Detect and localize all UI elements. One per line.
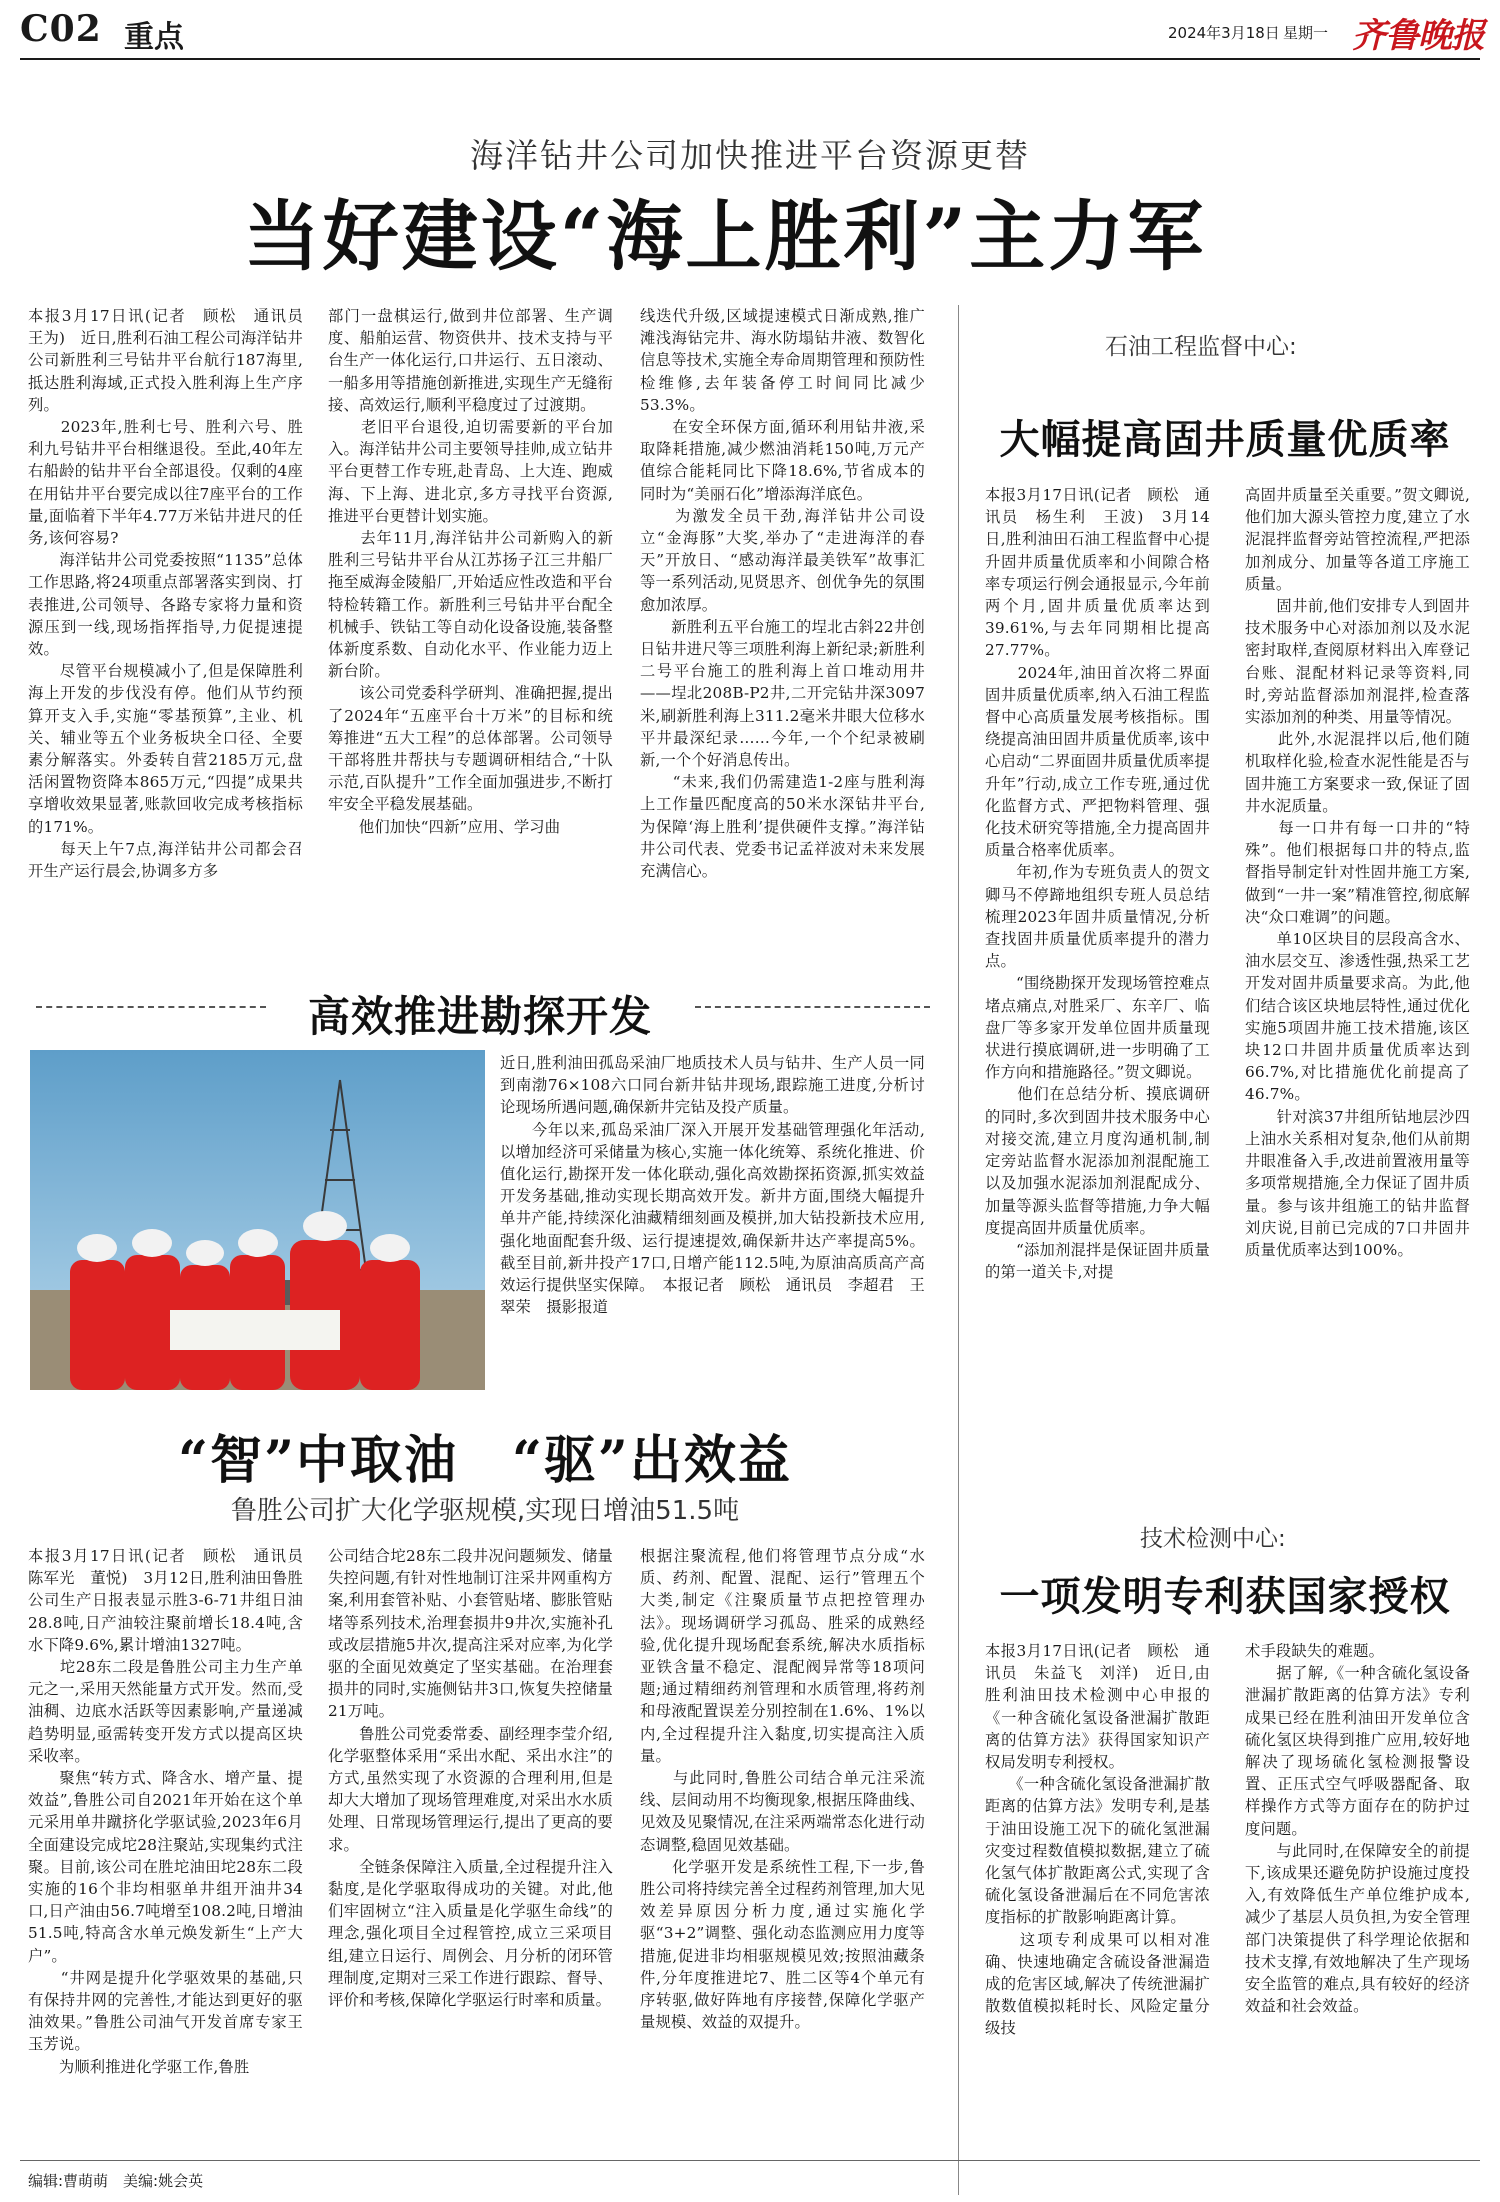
issue-weekday: 星期一 [1283,24,1329,42]
article5-headline: 一项发明专利获国家授权 [999,1573,1451,1620]
article3-col1: 本报3月17日讯(记者 顾松 通讯员 陈军光 董悦) 3月12日,胜利油田鲁胜公司生产日报表显示胜3-6-71井组日油28.8吨,日产油较注聚前增长18.4吨,含水下降9.6%,累计增油1327吨。 坨28东二段是鲁胜公司主力生产单元之一,采用天然能量方式开发。然而,受油稠、边底水活跃等因素影响,产量递减趋势明显,亟需转变开发方式以提高区块采收率。 聚焦“转方式、降含水、增产量、提效益”,鲁胜公司自2021年开始在这个单元采用单井蹴挤化学驱试验,2023年6月全面建设完成坨28注聚站,实现集约式注聚。目前,该公司在胜坨油田坨28东二段实施的16个非均相驱单井组开油井34口,日产油由56.7吨增至108.2吨,日增油51.5吨,特高含水单元焕发新生“上产大户”。 “井网是提升化学驱效果的基础,只有保持井网的完善性,才能达到更好的驱油效果。”鲁胜公司油气开发首席专家王玉芳说。 为顺利推进化学驱工作,鲁胜 [28,1547,303,2076]
footer-rule [20,2160,1480,2161]
drilling-site-photo [30,1050,485,1390]
article4-col2: 高固井质量至关重要。”贺文卿说,他们加大源头管控力度,建立了水泥混拌监督旁站管控流程,严把添加剂成分、加量等各道工序施工质量。 固井前,他们安排专人到固井技术服务中心对添加剂以及水泥密封取样,查阅原材料出入库登记台账、混配材料记录等资料,同时,旁站监督添加剂混拌,检查落实添加剂的种类、用量等情况。 此外,水泥混拌以后,他们随机取样化验,检查水泥性能是否与固井施工方案要求一致,保证了固井水泥质量。 每一口井有每一口井的“特殊”。他们根据每口井的特点,监督指导制定针对性固井施工方案,做到“一井一案”精准管控,彻底解决“众口难调”的问题。 单10区块目的层段高含水、油水层交互、渗透性强,热采工艺开发对固井质量要求高。为此,他们结合该区块地层特性,通过优化实施5项固井施工技术措施,该区块12口井固井质量优质率达到66.7%,对比措施优化前提高了46.7%。 针对滨37井组所钻地层沙四上油水关系相对复杂,他们从前期井眼准备入手,改进前置液用量等多项常规措施,全力保证了固井质量。参与该井组施工的钻井监督刘庆说,目前已完成的7口井固井质量优质率达到100%。 [1245,486,1470,1259]
article4-kicker: 石油工程监督中心: [1105,334,1297,360]
article5-col1: 本报3月17日讯(记者 顾松 通讯员 朱益飞 刘洋) 近日,由胜利油田技术检测中心申报的《一种含硫化氢设备泄漏扩散距离的估算方法》获得国家知识产权局发明专利授权。 《一种含硫化氢设备泄漏扩散距离的估算方法》发明专利,是基于油田设施工况下的硫化氢泄漏灾变过程数值模拟数据,建立了硫化氢气体扩散距离公式,实现了含硫化氢设备泄漏后在不同危害浓度指标的扩散影响距离计算。 这项专利成果可以相对准确、快速地确定含硫设备泄漏造成的危害区域,解决了传统泄漏扩散数值模拟耗时长、风险定量分级技 [985,1642,1210,2038]
editor-credit: 编辑:曹萌萌 美编:姚会英 [28,2172,204,2190]
article5-col2: 术手段缺失的难题。 据了解,《一种含硫化氢设备泄漏扩散距离的估算方法》专利成果已经在胜利油田开发单位含硫化氢区块得到推广应用,较好地解决了现场硫化氢检测报警设置、正压式空气呼吸器配备、取样操作方式等方面存在的防护过度问题。 与此同时,在保障安全的前提下,该成果还避免防护设施过度投入,有效降低生产单位维护成本,减少了基层人员负担,为安全管理部门决策提供了科学理论依据和技术支撑,有效地解决了生产现场安全监管的难点,具有较好的经济效益和社会效益。 [1245,1642,1470,2016]
article4-col1: 本报3月17日讯(记者 顾松 通讯员 杨生利 王波) 3月14日,胜利油田石油工程监督中心提升固井质量优质率和小间隙合格率专项运行例会通报显示,今年前两个月,固井质量优质率达到39.61%,与去年同期相比提高27.77%。 2024年,油田首次将二界面固井质量优质率,纳入石油工程监督中心高质量发展考核指标。围绕提高油田固井质量优质率,该中心启动“二界面固井质量优质率提升年”行动,成立工作专班,通过优化监督方式、严把物料管理、强化技术研究等措施,全力提高固井质量合格率优质率。 年初,作为专班负责人的贺文卿马不停蹄地组织专班人员总结梳理2023年固井质量情况,分析查找固井质量优质率提升的潜力点。 “围绕勘探开发现场管控难点堵点痛点,对胜采厂、东辛厂、临盘厂等多家开发单位固井质量现状进行摸底调研,进一步明确了工作方向和措施路径。”贺文卿说。 他们在总结分析、摸底调研的同时,多次到固井技术服务中心对接交流,建立月度沟通机制,制定旁站监督水泥添加剂混配施工以及加强水泥添加剂混配成分、加量等源头监督等措施,力争大幅度提高固井质量优质率。 “添加剂混拌是保证固井质量的第一道关卡,对提 [985,486,1210,1282]
article1-col1: 本报3月17日讯(记者 顾松 通讯员 王为) 近日,胜利石油工程公司海洋钻井公司新胜利三号钻井平台航行187海里,抵达胜利海域,正式投入胜利海上生产序列。 2023年,胜利七号、胜利六号、胜利九号钻井平台相继退役。至此,40年左右船龄的钻井平台全部退役。仅剩的4座在用钻井平台要完成以往7座平台的工作量,面临着下半年4.77万米钻井进尺的任务,该何容易? 海洋钻井公司党委按照“1135”总体工作思路,将24项重点部署落实到岗、打表推进,公司领导、各路专家将力量和资源压到一线,现场指挥指导,力促提速提效。 尽管平台规模减小了,但是保障胜利海上开发的步伐没有停。他们从节约预算开支入手,实施“零基预算”,主业、机关、辅业等五个业务板块全口径、全要素分解落实。外委转自营2185万元,盘活闲置物资降本865万元,“四提”成果共享增收效果显著,账款回收完成考核指标的171%。 每天上午7点,海洋钻井公司都会召开生产运行晨会,协调多方多 [28,307,303,881]
article2-body: 近日,胜利油田孤岛采油厂地质技术人员与钻井、生产人员一同到南渤76×108六口同台新井钻井现场,跟踪施工进度,分析讨论现场所遇问题,确保新井完钻及投产质量。 今年以来,孤岛采油厂深入开展开发基础管理强化年活动,以增加经济可采储量为核心,实施一体化统筹、系统化推进、价值化运行,勘探开发一体化联动,强化高效勘探拓资源,抓实效益开发务基础,推动实现长期高效开发。新井方面,围绕大幅提升单井产能,持续深化油藏精细刻画及模拼,加大钻投新技术应用,强化地面配套升级、运行提速提效,确保新井达产率提高5%。截至目前,新井投产17口,日增产能112.5吨,为原油高质高产高效运行提供坚实保障。 本报记者 顾松 通讯员 李超君 王翠荣 摄影报道 [500,1054,925,1317]
article3-col2: 公司结合坨28东二段井况问题频发、储量失控问题,有针对性地制订注采井网重构方案,利用套管补贴、小套管贴堵、膨胀管贴堵等系列技术,治理套损井9井次,实施补孔或改层措施5井次,提高注采对应率,为化学驱的全面见效奠定了坚实基础。在治理套损井的同时,实施侧钻井3口,恢复失控储量21万吨。 鲁胜公司党委常委、副经理李莹介绍,化学驱整体采用“采出水配、采出水注”的方式,虽然实现了水资源的合理利用,但是却大大增加了现场管理难度,对采出水水质处理、日常现场管理运行,提出了更高的要求。 全链条保障注入质量,全过程提升注入黏度,是化学驱取得成功的关键。对此,他们牢固树立“注入质量是化学驱生命线”的理念,强化项目全过程管控,成立三采项目组,建立日运行、周例会、月分析的闭环管理制度,定期对三采工作进行跟踪、督导、评价和考核,保障化学驱运行时率和质量。 [328,1547,613,2010]
article4-headline: 大幅提高固井质量优质率 [999,416,1451,463]
article1-col2: 部门一盘棋运行,做到井位部署、生产调度、船舶运营、物资供井、技术支持与平台生产一体化运行,口井运行、五日滚动、一船多用等措施创新推进,实现生产无缝衔接、高效运行,顺利平稳度过了过渡期。 老旧平台退役,迫切需要新的平台加入。海洋钻井公司主要领导挂帅,成立钻井平台更替工作专班,赴青岛、上大连、跑威海、下上海、进北京,多方寻找平台资源,推进平台更替计划实施。 去年11月,海洋钻井公司新购入的新胜利三号钻井平台从江苏扬子江三井船厂拖至威海金陵船厂,开始适应性改造和平台特检转籍工作。新胜利三号钻井平台配全机械手、铁钻工等自动化设备设施,装备整体新度系数、自动化水平、作业能力迈上新台阶。 该公司党委科学研判、准确把握,提出了2024年“五座平台十万米”的目标和统筹推进“五大工程”的总体部署。公司领导干部将胜井帮扶与专题调研相结合,“十队示范,百队提升”工作全面加强进步,不断打牢安全平稳发展基础。 他们加快“四新”应用、学习曲 [328,307,613,836]
article3-headline: “智”中取油 “驱”出效益 [178,1430,792,1491]
article1-col3: 线迭代升级,区域提速模式日渐成熟,推广滩浅海钻完井、海水防塌钻井液、数智化信息等技术,实施全寿命周期管理和预防性检维修,去年装备停工时间同比减少53.3%。 在安全环保方面,循环利用钻井液,采取降耗措施,减少燃油消耗150吨,万元产值综合能耗同比下降18.6%,节省成本的同时为“美丽石化”增添海洋底色。 为激发全员干劲,海洋钻井公司设立“金海豚”大奖,举办了“走进海洋的春天”开放日、“感动海洋最美铁军”故事汇等一系列活动,见贤思齐、创优争先的氛围愈加浓厚。 新胜利五平台施工的埕北古斜22井创日钻井进尺等三项胜利海上新纪录;新胜利二号平台施工的胜利海上首口堆动用井——埕北208B-P2井,二开完钻井深3097米,刷新胜利海上311.2毫米井眼大位移水平井最深纪录……今年,一个个纪录被刷新,一个个好消息传出。 “未来,我们仍需建造1-2座与胜利海上工作量匹配度高的50米水深钻井平台,为保障‘海上胜利’提供硬件支撑。”海洋钻井公司代表、党委书记孟祥波对未来发展充满信心。 [640,307,925,881]
article2-headline: 高效推进勘探开发 [307,992,652,1041]
header-rule [20,58,1480,60]
issue-date: 2024年3月18日 [1168,24,1280,42]
section-title: 重点 [124,20,184,55]
article3-col3: 根据注聚流程,他们将管理节点分成“水质、药剂、配置、混配、运行”管理五个大类,制定《注聚质量节点把控管理办法》。现场调研学习孤岛、胜采的成熟经验,优化提升现场配套系统,解决水质指标亚铁含量不稳定、混配阀异常等18项问题;通过精细药剂管理和水质管理,将药剂和母液配置误差分别控制在1.6%、1%以内,全过程提升注入黏度,切实提高注入质量。 与此同时,鲁胜公司结合单元注采流线、层间动用不均衡现象,根据压降曲线、见效及见聚情况,在注采两端常态化进行动态调整,稳固见效基础。 化学驱开发是系统性工程,下一步,鲁胜公司将持续完善全过程药剂管理,加大见效差异原因分析力度,通过实施化学驱“3+2”调整、强化动态监测应用力度等措施,促进非均相驱规模见效;按照油藏条件,分年度推进坨7、胜二区等4个单元有序转驱,做好阵地有序接替,保障化学驱产量规模、效益的双提升。 [640,1547,925,2032]
article3-subhead: 鲁胜公司扩大化学驱规模,实现日增油51.5吨 [230,1496,740,1526]
newspaper-logo: 齐鲁晚报 [1352,16,1484,56]
page-number: C02 [20,8,102,50]
column-divider [958,305,959,2195]
article1-headline: 当好建设“海上胜利”主力军 [243,192,1207,281]
dashed-rule-left [36,1006,266,1008]
article1-kicker: 海洋钻井公司加快推进平台资源更替 [470,136,1030,175]
dashed-rule-right [695,1006,930,1008]
article5-kicker: 技术检测中心: [1140,1526,1286,1552]
